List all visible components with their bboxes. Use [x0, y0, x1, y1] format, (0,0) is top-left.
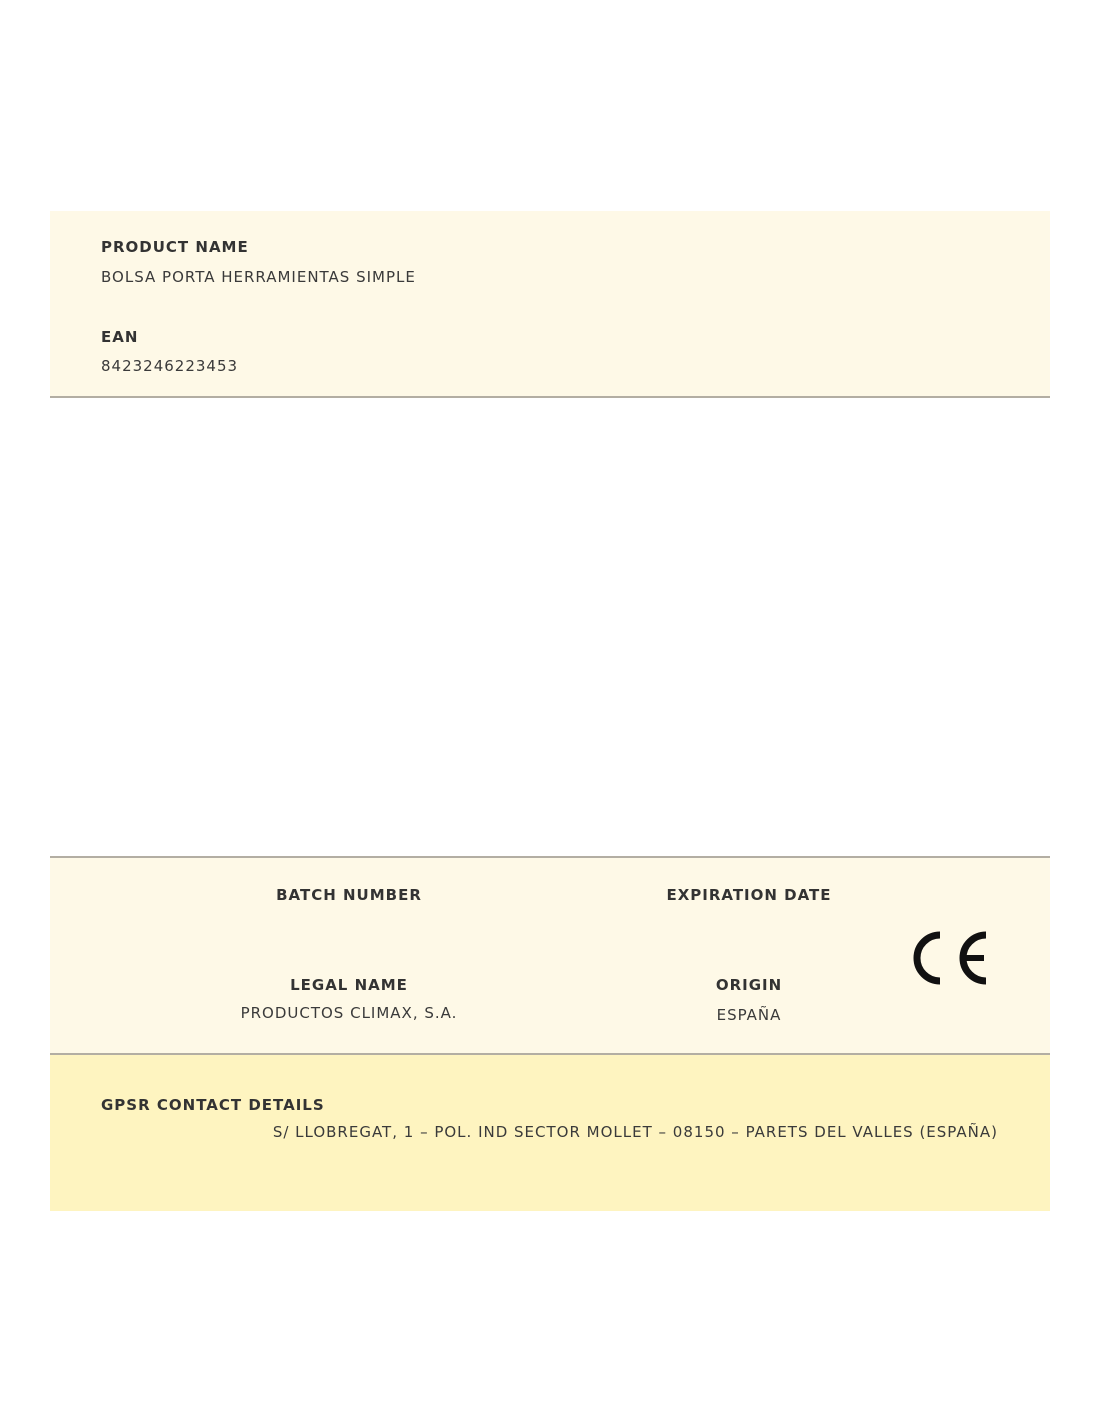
product-name-label: PRODUCT NAME: [101, 238, 249, 256]
ean-value: 8423246223453: [101, 357, 239, 375]
gpsr-address: S/ LLOBREGAT, 1 – POL. IND SECTOR MOLLET – 08150 – PARETS DEL VALLES (ESPAÑA): [272, 1123, 998, 1141]
ean-label: EAN: [101, 328, 139, 346]
ce-mark-icon: [908, 928, 992, 988]
gpsr-contact-label: GPSR CONTACT DETAILS: [101, 1096, 325, 1114]
expiration-date-label: EXPIRATION DATE: [666, 886, 832, 904]
origin-value: ESPAÑA: [716, 1006, 782, 1024]
product-info-panel: [50, 211, 1050, 398]
origin-label: ORIGIN: [715, 976, 783, 994]
batch-number-label: BATCH NUMBER: [276, 886, 422, 904]
legal-name-value: PRODUCTOS CLIMAX, S.A.: [240, 1004, 458, 1022]
compliance-panel: [50, 856, 1050, 1055]
gpsr-panel: [50, 1055, 1050, 1211]
legal-name-label: LEGAL NAME: [290, 976, 408, 994]
product-name-value: BOLSA PORTA HERRAMIENTAS SIMPLE: [101, 268, 416, 286]
